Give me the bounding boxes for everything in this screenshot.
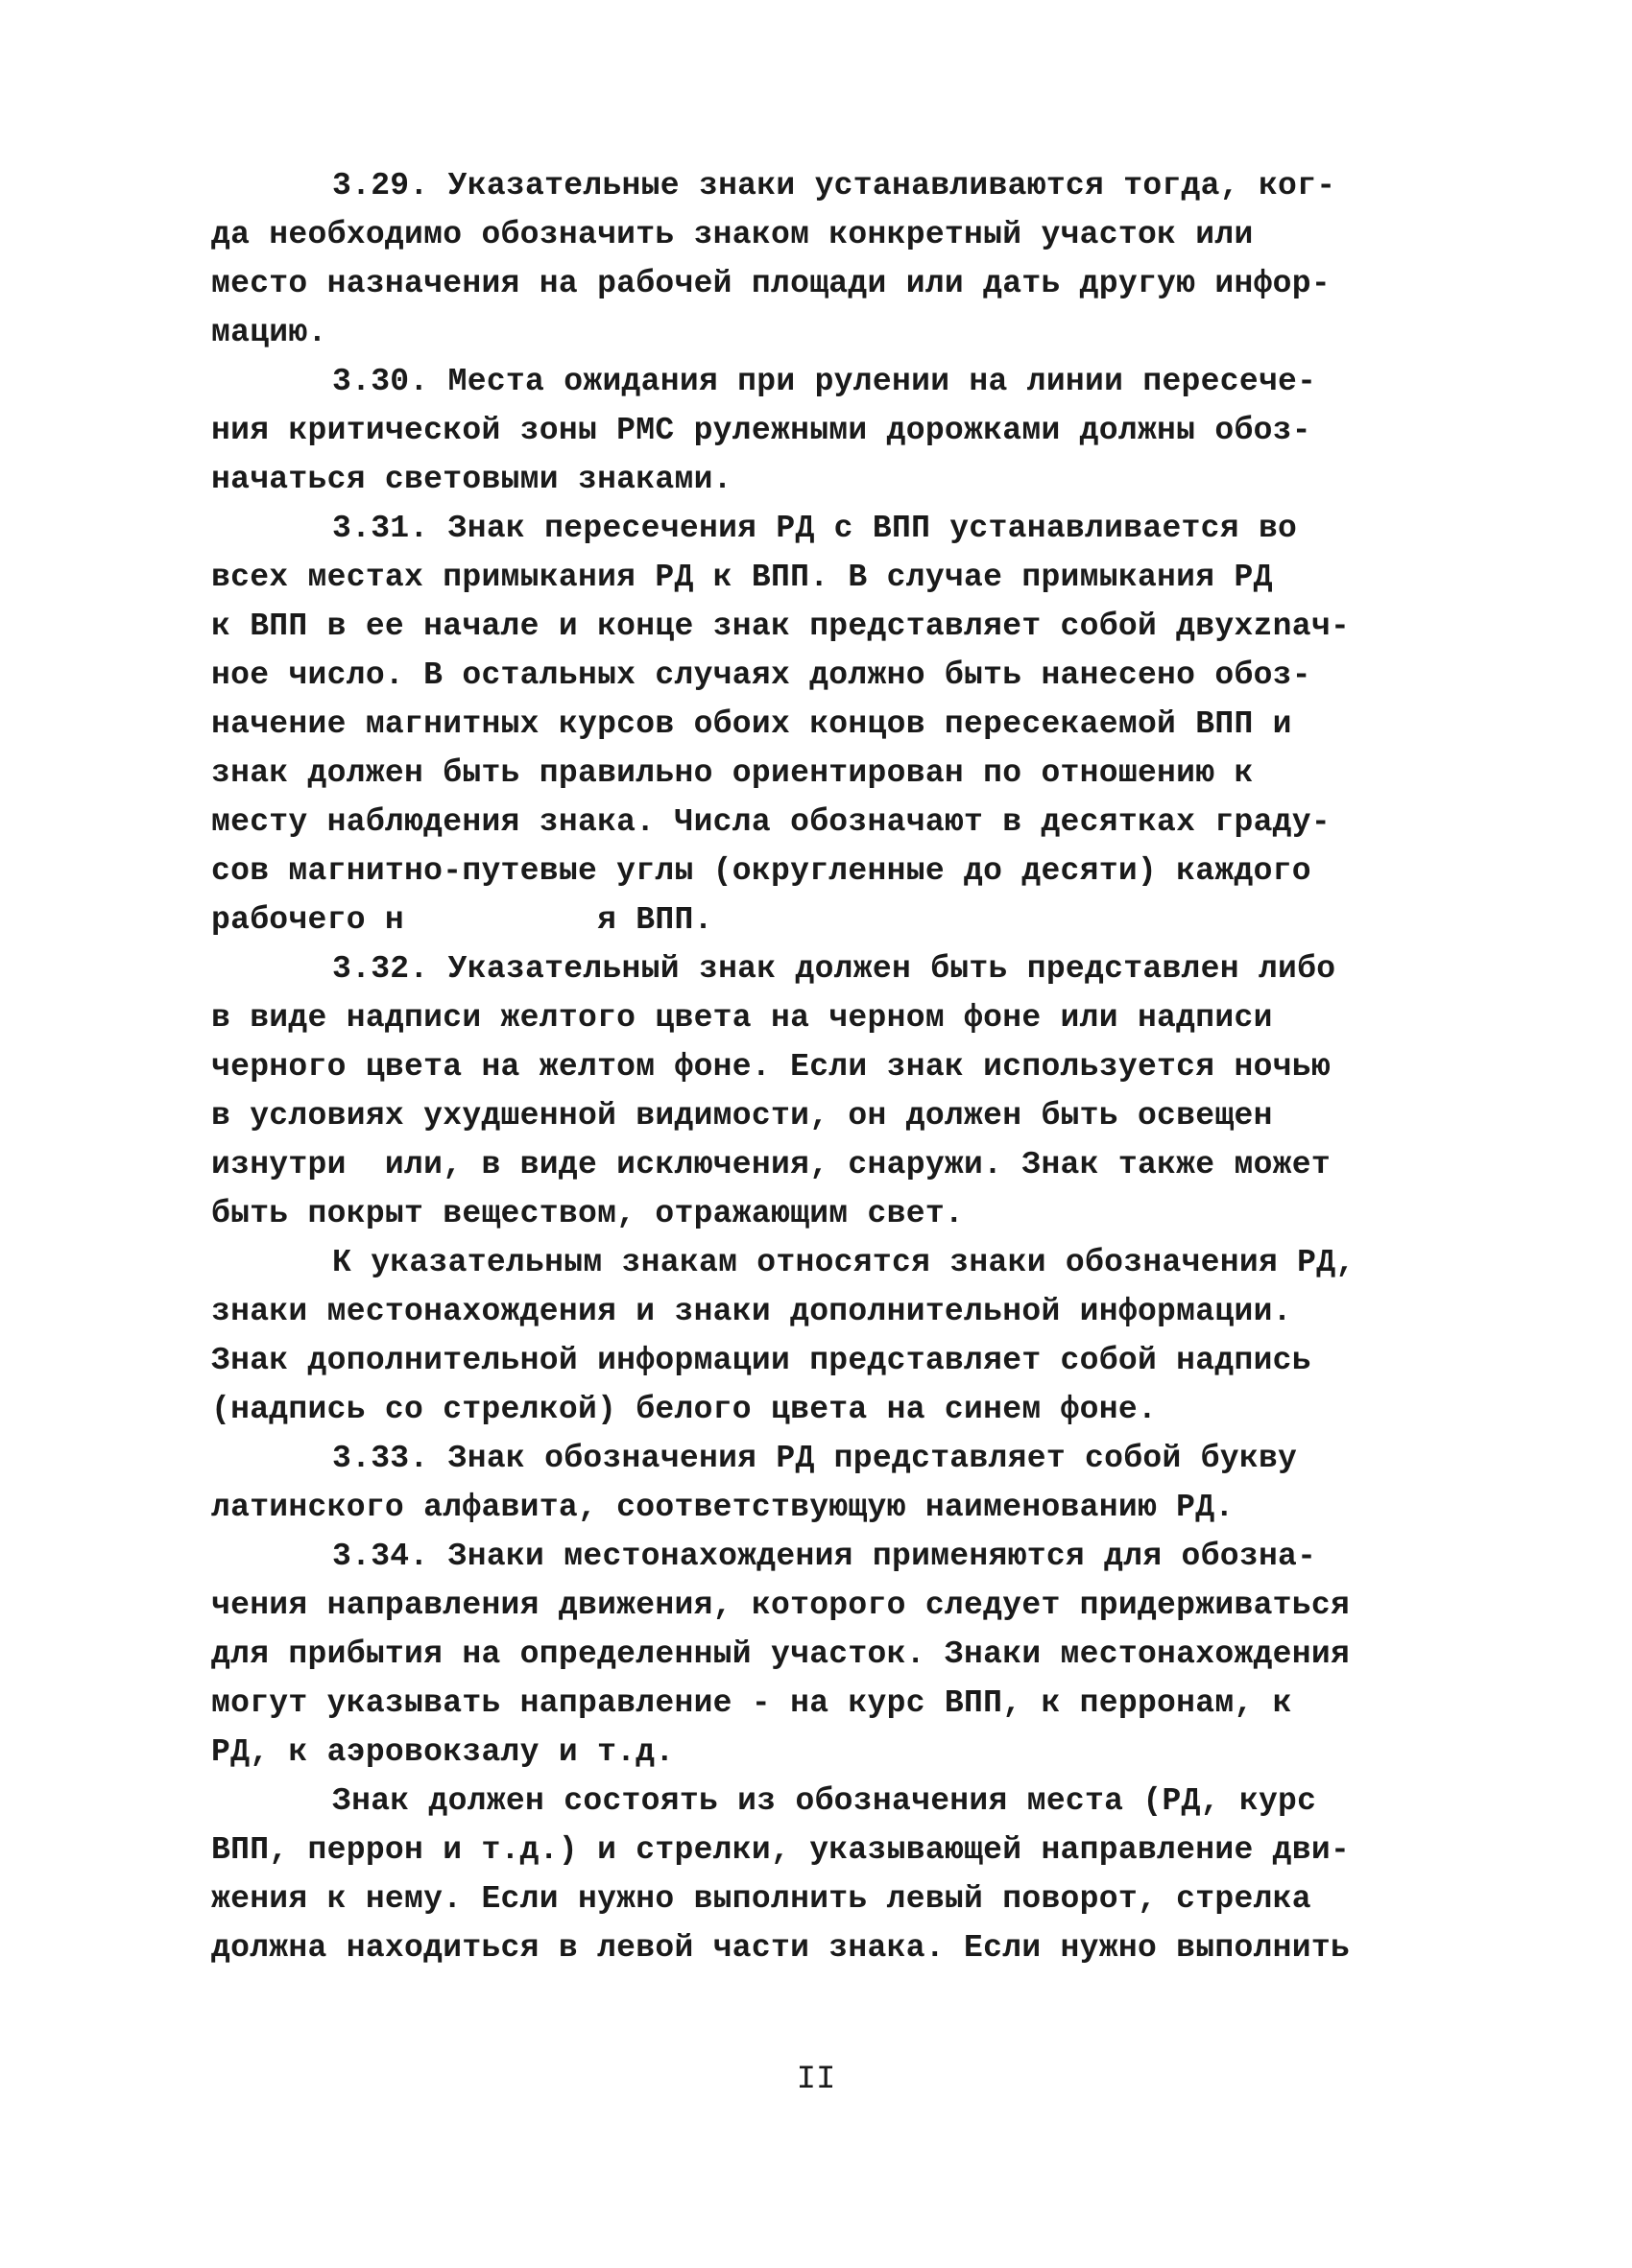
- text-line: сов магнитно-путевые углы (округленные до десяти) каждого: [211, 853, 1311, 889]
- text-line: чения направления движения, которого следует придерживаться: [211, 1588, 1351, 1623]
- text-line: черного цвета на желтом фоне. Если знак используется ночью: [211, 1049, 1331, 1085]
- text-line: знаки местонахождения и знаки дополнительной информации.: [211, 1294, 1292, 1329]
- text-line: всех местах примыкания РД к ВПП. В случае примыкания РД: [211, 560, 1273, 595]
- text-line: рабочего н я ВПП.: [211, 902, 713, 938]
- text-line: 3.29. Указательные знаки устанавливаются тогда, ког-: [332, 168, 1336, 203]
- text-line: в условиях ухудшенной видимости, он должен быть освещен: [211, 1098, 1273, 1134]
- text-line: жения к нему. Если нужно выполнить левый поворот, стрелка: [211, 1881, 1311, 1917]
- text-line: Знак дополнительной информации представляет собой надпись: [211, 1343, 1311, 1378]
- text-line: начение магнитных курсов обоих концов пересекаемой ВПП и: [211, 706, 1292, 742]
- text-line: к ВПП в ее начале и конце знак представляет собой двухznач-: [211, 609, 1351, 644]
- text-line: мацию.: [211, 315, 327, 350]
- text-line: ВПП, перрон и т.д.) и стрелки, указывающей направление дви-: [211, 1832, 1351, 1868]
- text-line: для прибытия на определенный участок. Знаки местонахождения: [211, 1636, 1351, 1672]
- text-line: в виде надписи желтого цвета на черном фоне или надписи: [211, 1000, 1273, 1036]
- text-line: изнутри или, в виде исключения, снаружи. Знак также может: [211, 1147, 1331, 1182]
- text-line: месту наблюдения знака. Числа обозначают в десятках граду-: [211, 804, 1331, 840]
- text-line: 3.34. Знаки местонахождения применяются для обозна-: [332, 1539, 1317, 1574]
- text-line: К указательным знакам относятся знаки обозначения РД,: [332, 1245, 1356, 1280]
- text-line: латинского алфавита, соответствующую наименованию РД.: [211, 1490, 1235, 1525]
- text-line: место назначения на рабочей площади или дать другую инфор-: [211, 266, 1331, 301]
- text-line: ния критической зоны РМС рулежными дорожками должны обоз-: [211, 413, 1311, 448]
- text-line: 3.33. Знак обозначения РД представляет собой букву: [332, 1441, 1298, 1476]
- text-line: 3.31. Знак пересечения РД с ВПП устанавливается во: [332, 511, 1298, 546]
- text-line: начаться световыми знаками.: [211, 462, 732, 497]
- text-line: ное число. В остальных случаях должно быть нанесено обоз-: [211, 657, 1311, 693]
- text-line: 3.32. Указательный знак должен быть представлен либо: [332, 951, 1336, 987]
- text-line: (надпись со стрелкой) белого цвета на синем фоне.: [211, 1392, 1158, 1427]
- body-text: [211, 161, 1421, 1972]
- page-number: II: [796, 2062, 836, 2098]
- text-line: да необходимо обозначить знаком конкретный участок или: [211, 217, 1254, 252]
- text-line: знак должен быть правильно ориентирован по отношению к: [211, 755, 1254, 791]
- text-line: должна находиться в левой части знака. Если нужно выполнить: [211, 1930, 1351, 1966]
- text-line: быть покрыт веществом, отражающим свет.: [211, 1196, 965, 1231]
- text-line: РД, к аэровокзалу и т.д.: [211, 1734, 675, 1770]
- text-line: Знак должен состоять из обозначения места (РД, курс: [332, 1783, 1317, 1819]
- text-line: 3.30. Места ожидания при рулении на линии пересече-: [332, 364, 1317, 399]
- text-line: могут указывать направление - на курс ВПП, к перронам, к: [211, 1685, 1292, 1721]
